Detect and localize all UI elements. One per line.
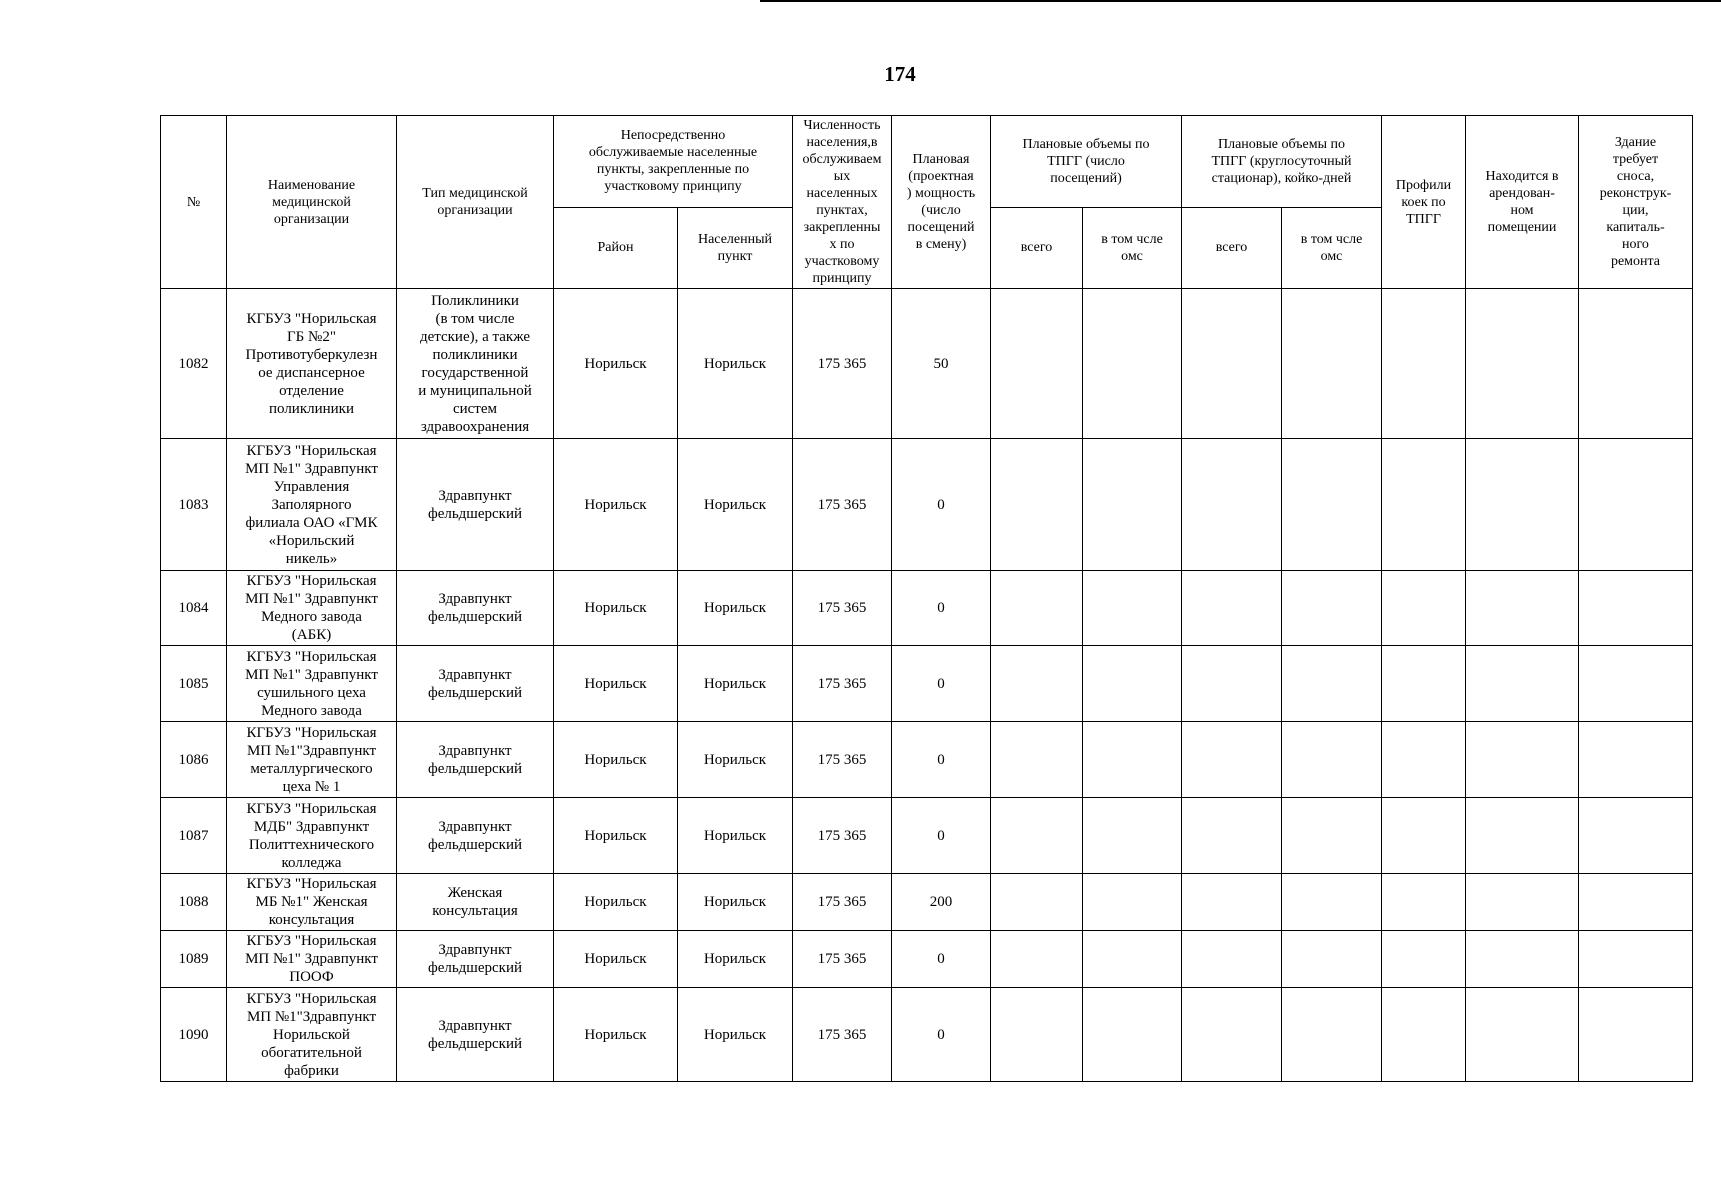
table-row [161, 722, 1693, 798]
cell-visits-oms [1083, 722, 1182, 798]
cell-visits-total [991, 646, 1083, 722]
cell-num: 1083 [161, 439, 227, 571]
cell-district: Норильск [554, 439, 678, 571]
cell-building [1579, 874, 1693, 931]
header-population: Численность населения,в обслуживаем ых населенных пунктах, закрепленны х по участковому принципу [793, 116, 892, 289]
header-beds-oms: в том чсле омс [1282, 207, 1382, 288]
header-beds-group: Плановые объемы по ТПГГ (круглосуточный стационар), койко-дней [1182, 116, 1382, 208]
cell-population: 175 365 [793, 988, 892, 1082]
cell-profiles [1382, 289, 1466, 439]
cell-building [1579, 988, 1693, 1082]
cell-num: 1089 [161, 931, 227, 988]
cell-beds-oms [1282, 988, 1382, 1082]
cell-visits-oms [1083, 798, 1182, 874]
cell-beds-total [1182, 931, 1282, 988]
cell-beds-total [1182, 646, 1282, 722]
cell-num: 1084 [161, 571, 227, 646]
cell-visits-oms [1083, 931, 1182, 988]
cell-num: 1088 [161, 874, 227, 931]
cell-beds-oms [1282, 289, 1382, 439]
cell-beds-total [1182, 988, 1282, 1082]
table-row [161, 931, 1693, 988]
cell-rented [1466, 439, 1579, 571]
cell-building [1579, 798, 1693, 874]
cell-visits-oms [1083, 646, 1182, 722]
cell-capacity: 0 [892, 798, 991, 874]
cell-visits-total [991, 289, 1083, 439]
cell-type: Поликлиники (в том числе детские), а также поликлиники государственной и муниципальной систем здравоохранения [397, 289, 554, 439]
registry-table [160, 115, 1693, 1082]
cell-population: 175 365 [793, 798, 892, 874]
header-type: Тип медицинской организации [397, 116, 554, 289]
cell-rented [1466, 646, 1579, 722]
cell-population: 175 365 [793, 439, 892, 571]
cell-type: Здравпункт фельдшерский [397, 722, 554, 798]
cell-beds-total [1182, 439, 1282, 571]
cell-population: 175 365 [793, 646, 892, 722]
cell-beds-oms [1282, 439, 1382, 571]
cell-visits-total [991, 874, 1083, 931]
table-header [161, 116, 1693, 289]
cell-beds-total [1182, 571, 1282, 646]
cell-district: Норильск [554, 722, 678, 798]
cell-beds-total [1182, 798, 1282, 874]
table-row [161, 289, 1693, 439]
table-row [161, 874, 1693, 931]
cell-num: 1087 [161, 798, 227, 874]
cell-name: КГБУЗ "Норильская МП №1" Здравпункт сушильного цеха Медного завода [227, 646, 397, 722]
cell-rented [1466, 931, 1579, 988]
cell-beds-oms [1282, 722, 1382, 798]
cell-type: Здравпункт фельдшерский [397, 571, 554, 646]
cell-type: Здравпункт фельдшерский [397, 798, 554, 874]
cell-profiles [1382, 646, 1466, 722]
cell-rented [1466, 798, 1579, 874]
cell-locality: Норильск [678, 289, 793, 439]
cell-capacity: 0 [892, 931, 991, 988]
cell-district: Норильск [554, 289, 678, 439]
cell-capacity: 0 [892, 646, 991, 722]
cell-type: Здравпункт фельдшерский [397, 646, 554, 722]
cell-beds-total [1182, 289, 1282, 439]
cell-profiles [1382, 722, 1466, 798]
cell-beds-oms [1282, 931, 1382, 988]
cell-capacity: 50 [892, 289, 991, 439]
cell-capacity: 200 [892, 874, 991, 931]
cell-beds-oms [1282, 646, 1382, 722]
table-row [161, 571, 1693, 646]
cell-population: 175 365 [793, 874, 892, 931]
cell-type: Здравпункт фельдшерский [397, 439, 554, 571]
cell-capacity: 0 [892, 722, 991, 798]
cell-capacity: 0 [892, 571, 991, 646]
cell-locality: Норильск [678, 798, 793, 874]
header-locality: Населенный пункт [678, 207, 793, 288]
cell-capacity: 0 [892, 439, 991, 571]
cell-type: Здравпункт фельдшерский [397, 931, 554, 988]
cell-population: 175 365 [793, 289, 892, 439]
cell-population: 175 365 [793, 722, 892, 798]
cell-beds-oms [1282, 798, 1382, 874]
header-visits-group: Плановые объемы по ТПГГ (число посещений) [991, 116, 1182, 208]
cell-district: Норильск [554, 988, 678, 1082]
cell-capacity: 0 [892, 988, 991, 1082]
cell-population: 175 365 [793, 571, 892, 646]
cell-district: Норильск [554, 798, 678, 874]
cell-visits-total [991, 798, 1083, 874]
cell-locality: Норильск [678, 931, 793, 988]
cell-rented [1466, 289, 1579, 439]
cell-name: КГБУЗ "Норильская МП №1" Здравпункт Управления Заполярного филиала ОАО «ГМК «Норильский никель» [227, 439, 397, 571]
table-row [161, 439, 1693, 571]
cell-building [1579, 439, 1693, 571]
header-building: Здание требует сноса, реконструк- ции, капиталь- ного ремонта [1579, 116, 1693, 289]
cell-building [1579, 289, 1693, 439]
cell-name: КГБУЗ "Норильская МДБ" Здравпункт Политтехнического колледжа [227, 798, 397, 874]
cell-profiles [1382, 988, 1466, 1082]
cell-building [1579, 571, 1693, 646]
cell-type: Женская консультация [397, 874, 554, 931]
cell-name: КГБУЗ "Норильская МБ №1" Женская консультация [227, 874, 397, 931]
cell-name: КГБУЗ "Норильская ГБ №2" Противотуберкулезн ое диспансерное отделение поликлиники [227, 289, 397, 439]
cell-visits-total [991, 931, 1083, 988]
cell-rented [1466, 988, 1579, 1082]
header-visits-total: всего [991, 207, 1083, 288]
cell-visits-oms [1083, 289, 1182, 439]
header-district: Район [554, 207, 678, 288]
cell-rented [1466, 722, 1579, 798]
header-capacity: Плановая (проектная ) мощность (число посещений в смену) [892, 116, 991, 289]
cell-locality: Норильск [678, 988, 793, 1082]
cell-num: 1090 [161, 988, 227, 1082]
page-number: 174 [884, 62, 916, 86]
cell-num: 1086 [161, 722, 227, 798]
cell-visits-total [991, 722, 1083, 798]
cell-num: 1085 [161, 646, 227, 722]
cell-num: 1082 [161, 289, 227, 439]
header-num: № [161, 116, 227, 289]
cell-name: КГБУЗ "Норильская МП №1" Здравпункт ПООФ [227, 931, 397, 988]
cell-district: Норильск [554, 931, 678, 988]
cell-population: 175 365 [793, 931, 892, 988]
cell-visits-total [991, 439, 1083, 571]
top-rule [760, 0, 1721, 2]
cell-district: Норильск [554, 646, 678, 722]
table-row [161, 646, 1693, 722]
cell-profiles [1382, 571, 1466, 646]
cell-profiles [1382, 931, 1466, 988]
header-settlements-group: Непосредственно обслуживаемые населенные пункты, закрепленные по участковому принципу [554, 116, 793, 208]
cell-type: Здравпункт фельдшерский [397, 988, 554, 1082]
cell-beds-total [1182, 874, 1282, 931]
cell-locality: Норильск [678, 646, 793, 722]
cell-building [1579, 646, 1693, 722]
header-name: Наименование медицинской организации [227, 116, 397, 289]
cell-building [1579, 722, 1693, 798]
cell-visits-oms [1083, 571, 1182, 646]
cell-profiles [1382, 439, 1466, 571]
cell-beds-oms [1282, 874, 1382, 931]
cell-profiles [1382, 874, 1466, 931]
cell-beds-total [1182, 722, 1282, 798]
cell-district: Норильск [554, 571, 678, 646]
table-row [161, 988, 1693, 1082]
cell-beds-oms [1282, 571, 1382, 646]
cell-name: КГБУЗ "Норильская МП №1"Здравпункт металлургического цеха № 1 [227, 722, 397, 798]
cell-locality: Норильск [678, 874, 793, 931]
cell-locality: Норильск [678, 439, 793, 571]
cell-profiles [1382, 798, 1466, 874]
cell-visits-oms [1083, 988, 1182, 1082]
cell-locality: Норильск [678, 722, 793, 798]
cell-visits-total [991, 988, 1083, 1082]
cell-rented [1466, 874, 1579, 931]
header-profiles: Профили коек по ТПГГ [1382, 116, 1466, 289]
table-body [161, 289, 1693, 1082]
header-beds-total: всего [1182, 207, 1282, 288]
cell-locality: Норильск [678, 571, 793, 646]
cell-visits-total [991, 571, 1083, 646]
table-row [161, 798, 1693, 874]
header-visits-oms: в том чсле омс [1083, 207, 1182, 288]
header-rented: Находится в арендован- ном помещении [1466, 116, 1579, 289]
cell-district: Норильск [554, 874, 678, 931]
cell-name: КГБУЗ "Норильская МП №1" Здравпункт Медного завода (АБК) [227, 571, 397, 646]
cell-visits-oms [1083, 439, 1182, 571]
cell-visits-oms [1083, 874, 1182, 931]
cell-rented [1466, 571, 1579, 646]
cell-building [1579, 931, 1693, 988]
cell-name: КГБУЗ "Норильская МП №1"Здравпункт Норильской обогатительной фабрики [227, 988, 397, 1082]
